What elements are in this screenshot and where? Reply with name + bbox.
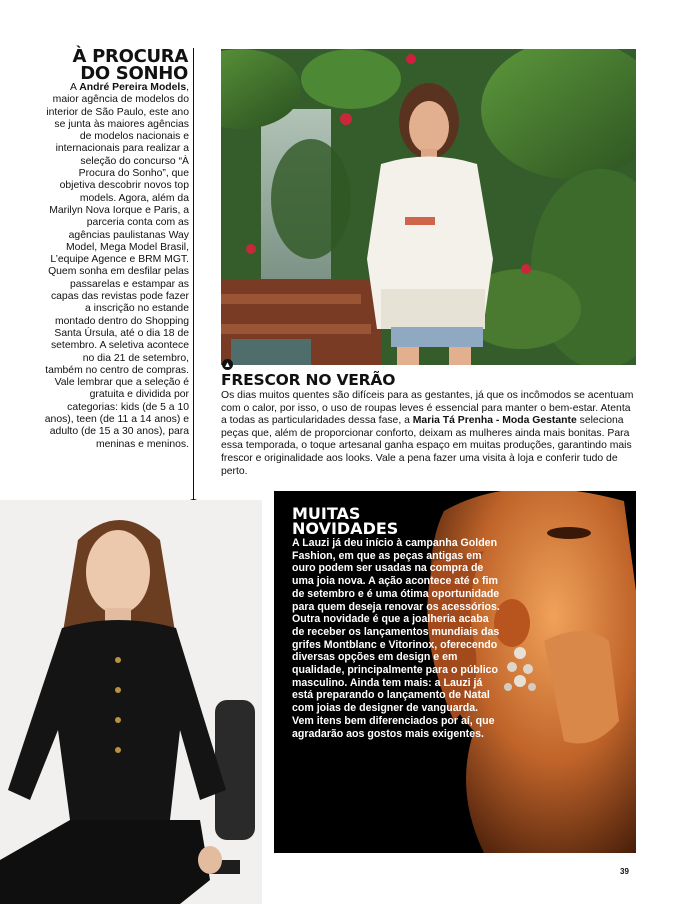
procura-body-intro: A	[70, 82, 80, 93]
photo-girl-model	[0, 500, 262, 904]
novidades-title	[292, 506, 398, 536]
frescor-body	[221, 390, 639, 478]
novidades-title-line2: NOVIDADES	[292, 519, 399, 538]
frescor-body-part2: seleciona peças que, além de proporcionar conforto, deixam as mulheres ainda mais bonitas. Para essa temporada, o toque artesanal ganha espaço em muitas produções, garantindo mais frescor e originalidade aos looks. Vale a pena fazer uma visita à loja e conferir tudo de perto.	[221, 415, 632, 477]
novidades-body: A Lauzi já deu início à campanha Golden Fashion, em que as peças antigas em ouro podem ser usadas na compra de uma joia nova. A ação acontece até o fim de setembro e é uma ótima oportunidade para quem deseja renovar os acessórios. Outra novidade é que a joalheria acaba de receber os lançamentos mundiais das grifes Montblanc e Vitorinox, oferecendo diversas opções em design e em qualidade, principalmente para o público masculino. Ainda tem mais: a Lauzi já está preparando o lançamento de Natal com joias de designer de vanguarda. Vem itens bem diferenciados por aí, que agradarão aos gostos mais exigentes.	[292, 537, 500, 740]
novidades-title-line1: MUITAS	[292, 504, 361, 523]
frescor-title: FRESCOR NO VERÃO	[221, 371, 396, 389]
procura-body-rest: , maior agência de modelos do interior de São Paulo, este ano se junta às maiores agências de modelos nacionais e internacionais para realizar a seleção do concurso “À Procura do Sonho”, que objetiva descobrir novos top models. Agora, além da Marilyn Nova Iorque e Paris, a parceria conta com as agências paulistanas Way Model, Mega Model Brasil, L’equipe Agence e BRM MGT. Quem sonha em desfilar pelas passarelas e estampar as capas das revistas pode fazer a inscrição no estande montado dentro do Shopping Santa Úrsula, até o dia 18 de setembro. A seletiva acontece no dia 21 de setembro, também no centro de compras. Vale lembrar que a seleção é gratuita e dividida por categorias: kids (de 5 a 10 anos), teen (de 11 a 14 anos) e adulto (de 15 a 30 anos), para meninas e meninos.	[44, 82, 189, 450]
procura-body-company: André Pereira Models	[79, 82, 187, 93]
page-number: 39	[620, 867, 629, 876]
frescor-body-store: Maria Tá Prenha - Moda Gestante	[412, 415, 577, 427]
procura-body	[44, 82, 189, 451]
photo-pregnant-model	[221, 49, 636, 365]
procura-title	[60, 48, 188, 82]
procura-title-line1: À PROCURA	[72, 46, 188, 67]
procura-title-line2: DO SONHO	[80, 63, 188, 84]
arrow-up-icon: ▲	[223, 360, 232, 369]
frescor-body-part1: Os dias muitos quentes são difíceis para as gestantes, já que os incômodos se acentuam com o calor, por isso, o uso de roupas leves é essencial para manter o bem-estar. Atenta a todas as particularidades dessa fase, a	[221, 390, 634, 427]
column-divider-line	[193, 48, 194, 504]
